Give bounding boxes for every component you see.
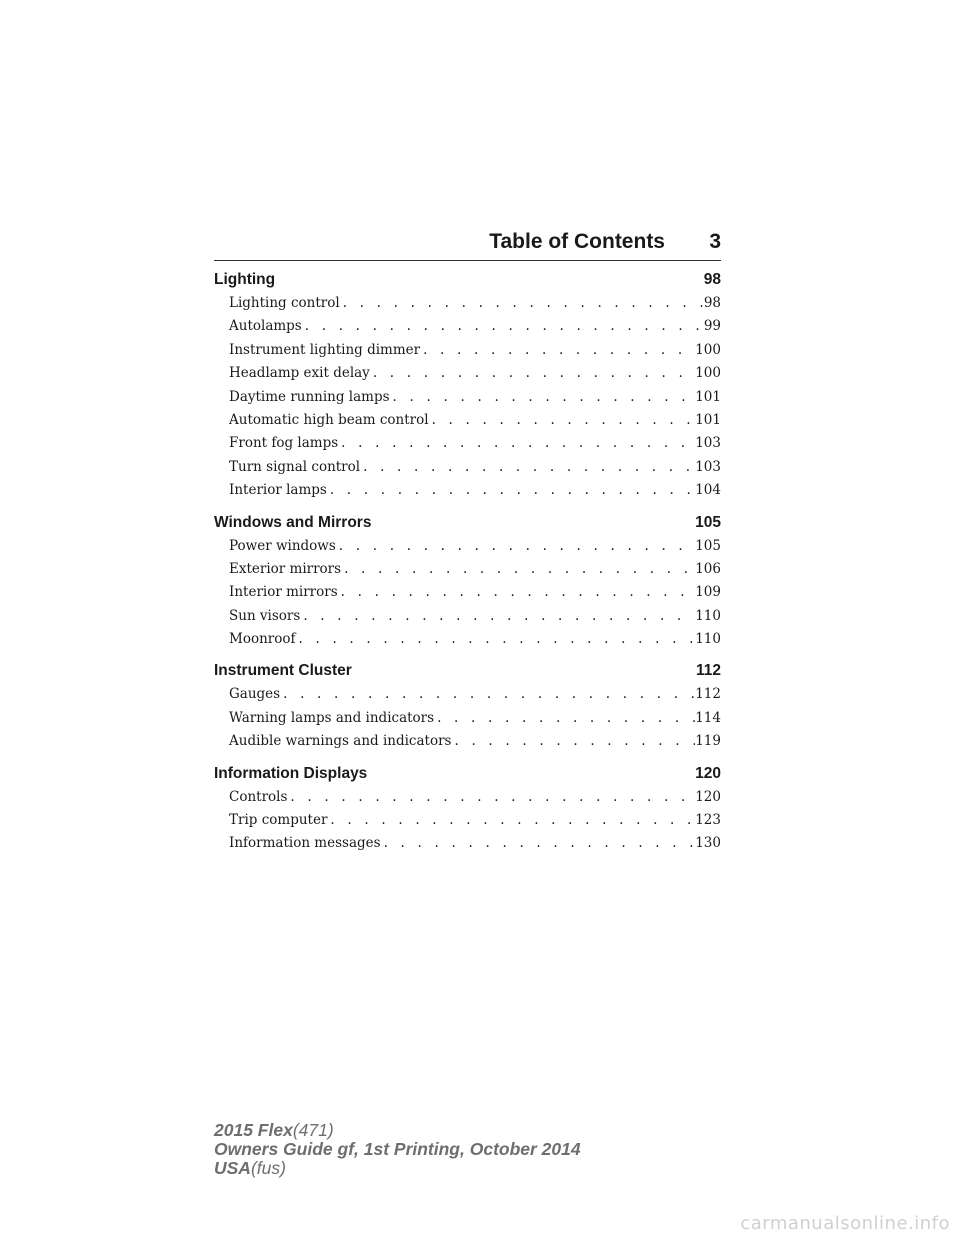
- dot-leader: [302, 315, 704, 338]
- toc-entry[interactable]: [214, 456, 721, 479]
- entry-title: Information messages: [229, 835, 381, 852]
- entry-title: Interior mirrors: [229, 584, 338, 601]
- entry-page: 100: [695, 341, 721, 358]
- entry-page: 101: [695, 411, 721, 428]
- entry-page: 100: [695, 365, 721, 382]
- entry-title: Power windows: [229, 537, 336, 554]
- toc-entry[interactable]: [214, 581, 721, 604]
- entry-title: Warning lamps and indicators: [229, 709, 435, 726]
- toc-entry[interactable]: [214, 786, 721, 809]
- entry-page: 120: [695, 788, 721, 805]
- site-watermark: carmanualsonline.info: [740, 1213, 950, 1234]
- dot-leader: [341, 558, 695, 581]
- toc-entry[interactable]: [214, 535, 721, 558]
- dot-leader: [338, 432, 695, 455]
- toc-entry[interactable]: [214, 409, 721, 432]
- print-footer: [214, 1121, 581, 1178]
- toc-entry[interactable]: [214, 386, 721, 409]
- toc-entry[interactable]: [214, 707, 721, 730]
- dot-leader: [295, 628, 695, 651]
- page-title: Table of Contents: [489, 230, 665, 253]
- entry-page: 101: [695, 388, 721, 405]
- toc-entry[interactable]: [214, 315, 721, 338]
- entry-title: Audible warnings and indicators: [229, 733, 452, 750]
- toc-section-information-displays: [214, 762, 721, 856]
- toc-entry[interactable]: [214, 362, 721, 385]
- entry-title: Daytime running lamps: [229, 388, 390, 405]
- section-page: 112: [695, 662, 721, 680]
- toc-entry[interactable]: [214, 730, 721, 753]
- entry-title: Moonroof: [229, 631, 296, 648]
- entry-title: Lighting control: [229, 295, 340, 311]
- section-page: 98: [703, 271, 721, 288]
- section-title: Information Displays: [214, 764, 368, 782]
- entry-page: 99: [703, 318, 721, 335]
- footer-market-code: (fus): [250, 1158, 286, 1178]
- dot-leader: [327, 809, 695, 832]
- entry-page: 110: [695, 631, 721, 648]
- entry-page: 114: [695, 709, 721, 726]
- entry-page: 106: [695, 560, 721, 577]
- entry-page: 130: [695, 835, 721, 852]
- entry-page: 104: [695, 482, 721, 499]
- entry-title: Sun visors: [229, 607, 301, 624]
- toc-section-instrument-cluster: [214, 659, 721, 753]
- dot-leader: [390, 386, 696, 409]
- entry-page: 119: [695, 733, 721, 750]
- entry-page: 112: [695, 686, 721, 703]
- toc-entry[interactable]: [214, 558, 721, 581]
- footer-model-code: (471): [292, 1120, 334, 1140]
- toc-entry[interactable]: [214, 809, 721, 832]
- section-page: 105: [695, 513, 721, 531]
- section-page: 120: [695, 764, 721, 782]
- dot-leader: [429, 409, 696, 432]
- entry-page: 103: [695, 435, 721, 452]
- footer-model: 2015 Flex: [214, 1120, 293, 1140]
- dot-leader: [338, 581, 696, 604]
- section-title: Lighting: [214, 271, 276, 288]
- entry-title: Interior lamps: [229, 482, 327, 499]
- entry-title: Controls: [229, 788, 288, 805]
- toc-section-windows-and-mirrors: [214, 511, 721, 652]
- footer-guide: Owners Guide gf, 1st Printing, October 2014: [214, 1139, 581, 1159]
- dot-leader: [327, 479, 695, 502]
- dot-leader: [287, 786, 695, 809]
- section-heading[interactable]: [214, 268, 721, 292]
- dot-leader: [360, 456, 695, 479]
- dot-leader: [434, 707, 695, 730]
- dot-leader: [381, 832, 696, 855]
- footer-line-market: [214, 1159, 581, 1178]
- page-header: [214, 228, 721, 261]
- toc-entry[interactable]: [214, 683, 721, 706]
- toc-entry[interactable]: [214, 479, 721, 502]
- dot-leader: [300, 605, 695, 628]
- entry-page: 123: [695, 812, 721, 829]
- entry-title: Instrument lighting dimmer: [229, 341, 421, 358]
- toc-entry[interactable]: [214, 832, 721, 855]
- dot-leader: [370, 362, 695, 385]
- table-of-contents: [214, 268, 721, 864]
- entry-title: Autolamps: [229, 318, 302, 335]
- page-number: 3: [709, 230, 721, 253]
- toc-section-lighting: [214, 268, 721, 503]
- entry-title: Trip computer: [229, 812, 328, 829]
- dot-leader: [340, 292, 704, 315]
- entry-page: 105: [695, 537, 721, 554]
- entry-page: 110: [695, 607, 721, 624]
- toc-entry[interactable]: [214, 432, 721, 455]
- entry-title: Front fog lamps: [229, 435, 339, 452]
- section-heading[interactable]: [214, 511, 721, 535]
- entry-page: 98: [703, 295, 721, 311]
- section-heading[interactable]: [214, 659, 721, 683]
- dot-leader: [420, 339, 695, 362]
- entry-page: 103: [695, 458, 721, 475]
- toc-entry[interactable]: [214, 628, 721, 651]
- dot-leader: [336, 535, 695, 558]
- entry-title: Gauges: [229, 686, 281, 703]
- entry-title: Exterior mirrors: [229, 560, 342, 577]
- entry-title: Turn signal control: [229, 458, 361, 475]
- section-title: Instrument Cluster: [214, 662, 352, 680]
- dot-leader: [451, 730, 695, 753]
- footer-market: USA: [214, 1158, 251, 1178]
- section-heading[interactable]: [214, 762, 721, 786]
- entry-title: Headlamp exit delay: [229, 365, 370, 382]
- toc-entry[interactable]: [214, 339, 721, 362]
- toc-entry[interactable]: [214, 292, 721, 315]
- entry-page: 109: [695, 584, 721, 601]
- dot-leader: [280, 683, 695, 706]
- footer-line-model: [214, 1121, 581, 1140]
- toc-entry[interactable]: [214, 605, 721, 628]
- entry-title: Automatic high beam control: [229, 411, 429, 428]
- section-title: Windows and Mirrors: [214, 513, 372, 531]
